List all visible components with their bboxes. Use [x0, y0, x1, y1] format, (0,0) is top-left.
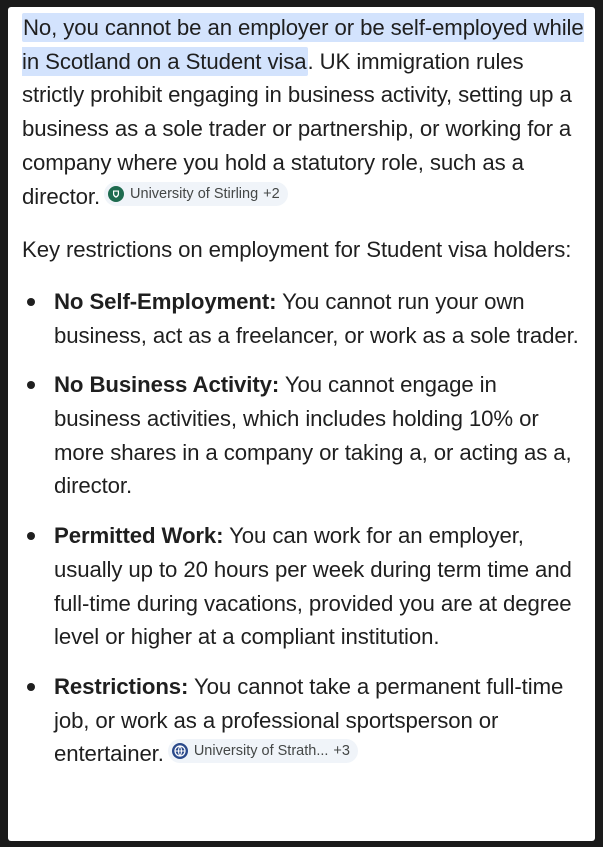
bullet-dot — [27, 532, 35, 540]
list-item-self-employment — [22, 285, 584, 352]
bullet-dot — [27, 683, 35, 691]
bullet-text: You cannot engage in business activities, which includes holding 10% or more shares in a company or taking a, or acting as a, director. — [54, 372, 572, 499]
university-crest-icon — [108, 186, 124, 202]
answer-text: . UK immigration rules strictly prohibit engaging in business activity, setting up a business as a sole trader or partnership, or working for a company where you hold a statutory role, such as a director. — [22, 48, 572, 209]
list-item-permitted-work — [22, 519, 584, 654]
restrictions-list — [22, 285, 584, 771]
source-chip-label: University of Stirling — [130, 185, 259, 202]
list-item-restrictions — [22, 670, 584, 771]
source-chip-stirling[interactable] — [104, 182, 288, 206]
source-chip-label: University of Strath... — [193, 743, 329, 760]
intro-paragraph: Key restrictions on employment for Student visa holders: — [22, 237, 572, 263]
bullet-dot — [27, 298, 35, 306]
source-chip-strathclyde[interactable] — [168, 739, 358, 763]
source-chip-count: +3 — [333, 743, 350, 760]
response-card — [8, 7, 595, 841]
bullet-text: You cannot run your own business, act as a freelancer, or work as a sole trader. — [54, 288, 579, 348]
bullet-term: Permitted Work: — [54, 523, 224, 549]
source-chip-count: +2 — [263, 185, 280, 202]
bullet-dot — [27, 381, 35, 389]
bullet-term: No Business Activity: — [54, 372, 280, 398]
bullet-term: Restrictions: — [54, 673, 189, 699]
bullet-text: You can work for an employer, usually up to 20 hours per week during term time and full-time during vacations, provided you are at degree level or higher at a compliant institution. — [54, 523, 572, 650]
bullet-text: You cannot take a permanent full-time job, or work as a professional sportsperson or entertainer. — [54, 673, 564, 767]
list-item-business-activity — [22, 368, 584, 503]
answer-paragraph — [22, 11, 584, 213]
university-globe-icon — [172, 743, 188, 759]
answer-highlight: No, you cannot be an employer or be self-employed while in Scotland on a Student visa — [22, 15, 584, 74]
bullet-term: No Self-Employment: — [54, 288, 277, 314]
response-content — [22, 11, 584, 771]
